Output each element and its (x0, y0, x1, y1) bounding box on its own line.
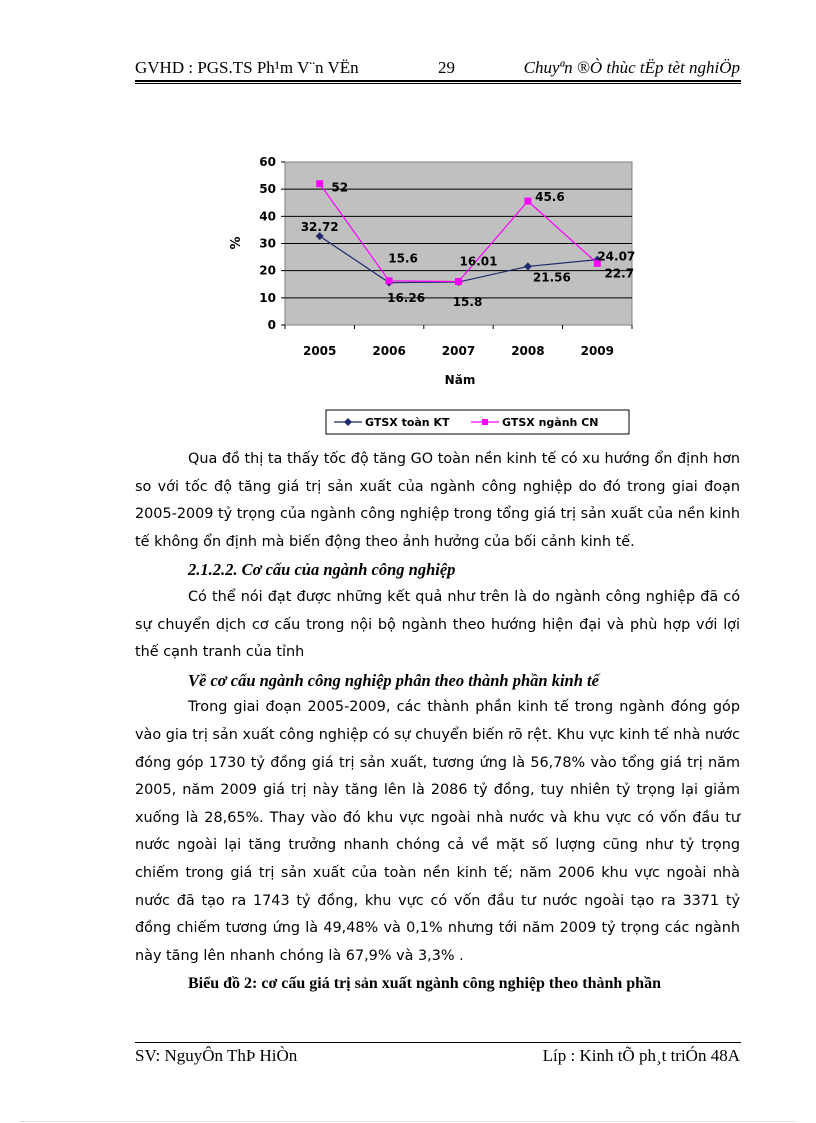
header-title: Chuyªn ®Ò thùc tËp tèt nghiÖp (523, 58, 740, 77)
data-label-s1-2005: 52 (331, 180, 349, 195)
x-tick-label-2006: 2006 (372, 344, 406, 358)
y-tick-label-30: 30 (259, 236, 276, 251)
data-label-s0-2006: 15.6 (388, 251, 418, 266)
y-tick-label-20: 20 (259, 263, 276, 278)
y-tick-label-40: 40 (259, 209, 276, 224)
section-heading-industry-structure: 2.1.2.2. Cơ cấu của ngành công nghiệp (188, 560, 456, 580)
data-label-s1-2007: 16.01 (459, 254, 498, 269)
footer-class: Líp : Kinh tÕ ph¸t triÓn 48A (542, 1046, 740, 1065)
legend-label-toan-kt: GTSX toàn KT (365, 416, 450, 429)
body-text (135, 446, 740, 998)
paragraph-chart-analysis: Qua đồ thị ta thấy tốc độ tăng GO toàn nền kinh tế có xu hướng ổn định hơn so với tốc độ tăng giá trị sản xuất của ngành công nghiệp do đó trong giai đoạn 2005-2009 tỷ trọng của ngành công nghiệp trong tổng giá trị sản xuất của nền kinh tế không ổn định mà biến động theo ảnh hưởng của bối cảnh kinh tế. (135, 451, 740, 550)
data-label-s1-2009: 22.7 (604, 266, 635, 281)
data-label-s0-2009: 24.07 (597, 249, 636, 264)
header-rule-thin (135, 83, 741, 84)
header-rule (135, 80, 741, 82)
footer-student: SV: NguyÔn ThÞ HiÒn (135, 1046, 298, 1065)
y-tick-label-0: 0 (267, 318, 276, 332)
y-tick-label-60: 60 (259, 155, 276, 169)
x-tick-label-2005: 2005 (302, 344, 337, 358)
x-tick-label-2008: 2008 (511, 344, 545, 358)
growth-line-chart (220, 150, 650, 440)
footer-rule (135, 1042, 741, 1043)
x-tick-label-2007: 2007 (441, 344, 476, 358)
legend-label-nganh-cn: GTSX ngành CN (502, 416, 599, 429)
legend (326, 410, 629, 434)
data-point-s1-2007 (455, 278, 462, 285)
data-point-s1-2006 (386, 277, 393, 284)
y-axis-label: % (229, 236, 244, 250)
y-tick-label-50: 50 (259, 182, 276, 197)
paragraph-structure-shift: Có thể nói đạt được những kết quả như trên là do ngành công nghiệp đã có sự chuyển dịch cơ cấu trong nội bộ ngành theo hướng hiện đại và phù hợp với lợi thế cạnh tranh của tỉnh (135, 588, 740, 661)
data-label-s1-2006: 16.26 (387, 290, 426, 305)
subheading-economic-sector: Về cơ cấu ngành công nghiệp phân theo thành phần kinh tế (188, 670, 599, 690)
legend-marker-nganh-cn (482, 419, 488, 425)
header-supervisor: GVHD : PGS.TS Ph¹m V¨n VËn (135, 58, 359, 77)
data-point-s1-2005 (316, 180, 323, 187)
header-page-number: 29 (438, 58, 455, 77)
data-point-s1-2008 (524, 198, 531, 205)
data-label-s0-2008: 21.56 (532, 270, 571, 285)
page-bottom-dotted-line (20, 1121, 796, 1122)
page-footer (135, 1046, 740, 1070)
x-axis-label: Năm (444, 373, 476, 387)
data-label-s0-2007: 15.8 (452, 295, 483, 310)
paragraph-economic-sectors: Trong giai đoạn 2005-2009, các thành phần kinh tế trong ngành đóng góp vào gia trị sản xuất công nghiệp có sự chuyển biến rõ rệt. Khu vực kinh tế nhà nước đóng góp 1730 tỷ đồng giá trị sản xuất, tương ứng là 56,78% vào tổng giá trị năm 2005, năm 2009 giá trị này tăng lên là 2086 tỷ đồng, tuy nhiên tỷ trọng lại giảm xuống là 28,65%. Thay vào đó khu vực ngoài nhà nước và khu vực có vốn đầu tư nước ngoài lại tăng trưởng nhanh chóng cả về mặt số lượng cũng như tỷ trọng chiếm trong giá trị sản xuất của toàn nền kinh tế; năm 2006 khu vực ngoài nhà nước đã tạo ra 1743 tỷ đồng, khu vực có vốn đầu tư nước ngoài tạo ra 3371 tỷ đồng chiếm tương ứng là 49,48% và 0,1% nhưng tới năm 2009 tỷ trọng các ngành này tăng lên nhanh chóng là 67,9% và 3,3% . (135, 699, 740, 964)
x-tick-label-2009: 2009 (580, 344, 615, 358)
y-tick-label-10: 10 (259, 290, 276, 305)
figure-caption: Biểu đồ 2: cơ cấu giá trị sản xuất ngành công nghiệp theo thành phần (188, 975, 661, 993)
page-header (135, 58, 740, 82)
data-label-s0-2005: 32.72 (300, 220, 339, 235)
data-label-s1-2008: 45.6 (535, 190, 565, 205)
